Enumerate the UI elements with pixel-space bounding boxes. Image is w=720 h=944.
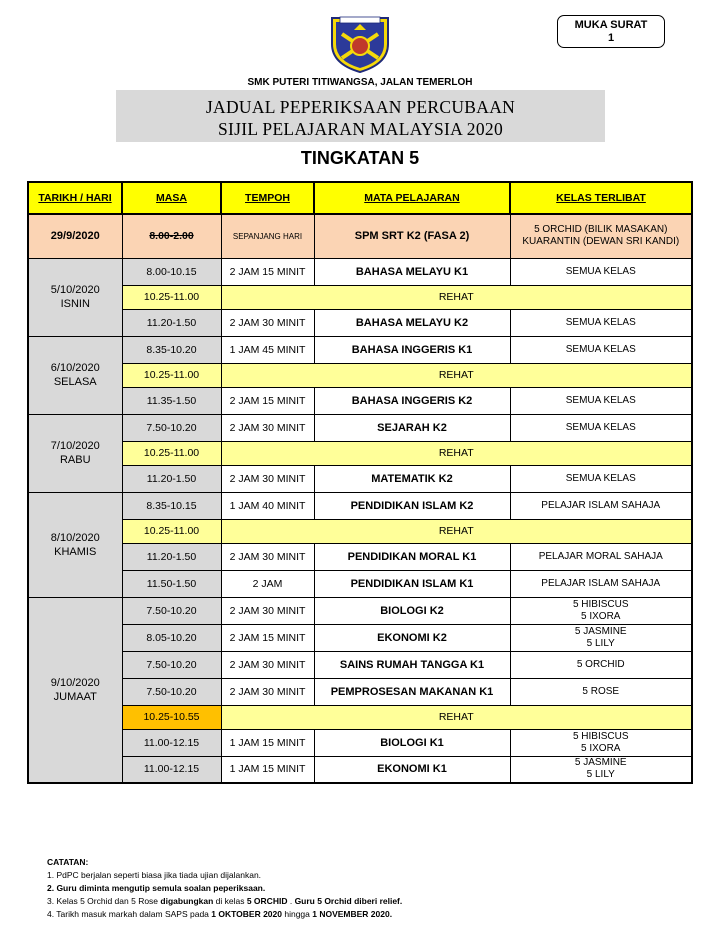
note-item: 2. Guru diminta mengutip semula soalan peperiksaan. (47, 883, 266, 893)
table-row (28, 678, 692, 705)
subject-cell: PENDIDIKAN ISLAM K2 (314, 492, 510, 519)
subject-cell: PENDIDIKAN ISLAM K1 (314, 570, 510, 597)
duration-cell: 1 JAM 45 MINIT (221, 336, 314, 363)
page-badge-number: 1 (607, 32, 615, 44)
classes-cell: SEMUA KELAS (510, 258, 692, 285)
time-cell: 11.50-1.50 (122, 570, 221, 597)
duration-cell: 1 JAM 15 MINIT (221, 756, 314, 783)
time-cell: 11.35-1.50 (122, 387, 221, 414)
table-row (28, 651, 692, 678)
subject-cell: BAHASA MELAYU K1 (314, 258, 510, 285)
classes-cell: 5 ORCHID (BILIK MASAKAN) KUARANTIN (DEWAN SRI KANDI) (510, 214, 692, 258)
table-row (28, 756, 692, 783)
date-cell: 9/10/2020 JUMAAT (28, 597, 122, 783)
rest-row (28, 705, 692, 729)
time-cell: 7.50-10.20 (122, 414, 221, 441)
time-cell: 11.20-1.50 (122, 309, 221, 336)
rest-cell: REHAT (221, 519, 692, 543)
subject-cell: BAHASA MELAYU K2 (314, 309, 510, 336)
table-row (28, 492, 692, 519)
time-cell: 10.25-11.00 (122, 363, 221, 387)
notes-section (47, 856, 402, 921)
rest-row (28, 519, 692, 543)
table-row (28, 309, 692, 336)
time-cell: 10.25-11.00 (122, 441, 221, 465)
table-header-row (28, 182, 692, 214)
classes-cell: SEMUA KELAS (510, 309, 692, 336)
date-cell: 6/10/2020 SELASA (28, 336, 122, 414)
duration-cell: SEPANJANG HARI (221, 214, 314, 258)
duration-cell: 2 JAM 30 MINIT (221, 465, 314, 492)
note-item: 3. Kelas 5 Orchid dan 5 Rose digabungkan di kelas 5 ORCHID . Guru 5 Orchid diberi relief. (47, 896, 403, 906)
form-level-heading: TINGKATAN 5 (300, 148, 420, 168)
rest-cell: REHAT (221, 285, 692, 309)
classes-cell: 5 HIBISCUS 5 IXORA (510, 729, 692, 756)
rest-cell: REHAT (221, 705, 692, 729)
page-number-badge (557, 15, 665, 48)
duration-cell: 2 JAM 30 MINIT (221, 414, 314, 441)
rest-cell: REHAT (221, 441, 692, 465)
rest-row (28, 285, 692, 309)
column-header: MASA (122, 182, 221, 214)
time-cell: 10.25-11.00 (122, 519, 221, 543)
time-cell: 7.50-10.20 (122, 651, 221, 678)
classes-cell: PELAJAR ISLAM SAHAJA (510, 492, 692, 519)
classes-cell: 5 ROSE (510, 678, 692, 705)
time-cell: 7.50-10.20 (122, 597, 221, 624)
duration-cell: 2 JAM 15 MINIT (221, 387, 314, 414)
school-name: SMK PUTERI TITIWANGSA, JALAN TEMERLOH (247, 77, 473, 88)
time-cell: 7.50-10.20 (122, 678, 221, 705)
duration-cell: 2 JAM 30 MINIT (221, 309, 314, 336)
duration-cell: 1 JAM 40 MINIT (221, 492, 314, 519)
table-row (28, 597, 692, 624)
title-line-1: JADUAL PEPERIKSAAN PERCUBAAN (205, 97, 516, 117)
table-row (28, 570, 692, 597)
rest-cell: REHAT (221, 363, 692, 387)
time-cell: 8.35-10.20 (122, 336, 221, 363)
table-row (28, 729, 692, 756)
note-item: 1. PdPC berjalan seperti biasa jika tiada ujian dijalankan. (47, 870, 262, 880)
date-cell: 7/10/2020 RABU (28, 414, 122, 492)
table-row (28, 465, 692, 492)
classes-cell: SEMUA KELAS (510, 387, 692, 414)
page-badge-label: MUKA SURAT (574, 19, 648, 31)
subject-cell: SPM SRT K2 (FASA 2) (314, 214, 510, 258)
subject-cell: BAHASA INGGERIS K1 (314, 336, 510, 363)
classes-cell: SEMUA KELAS (510, 336, 692, 363)
classes-cell: 5 HIBISCUS 5 IXORA (510, 597, 692, 624)
subject-cell: MATEMATIK K2 (314, 465, 510, 492)
time-cell: 8.00-2.00 (122, 214, 221, 258)
document-title (116, 90, 605, 142)
subject-cell: SEJARAH K2 (314, 414, 510, 441)
time-cell: 8.00-10.15 (122, 258, 221, 285)
table-row (28, 543, 692, 570)
duration-cell: 2 JAM 30 MINIT (221, 543, 314, 570)
duration-cell: 2 JAM 30 MINIT (221, 651, 314, 678)
note-item: 4. Tarikh masuk markah dalam SAPS pada 1 OKTOBER 2020 hingga 1 NOVEMBER 2020. (47, 909, 393, 919)
duration-cell: 2 JAM 30 MINIT (221, 597, 314, 624)
time-cell: 11.00-12.15 (122, 729, 221, 756)
classes-cell: 5 JASMINE 5 LILY (510, 624, 692, 651)
duration-cell: 2 JAM 15 MINIT (221, 624, 314, 651)
time-cell: 10.25-10.55 (122, 705, 221, 729)
column-header: KELAS TERLIBAT (510, 182, 692, 214)
rest-row (28, 363, 692, 387)
table-row (28, 214, 692, 258)
subject-cell: EKONOMI K2 (314, 624, 510, 651)
exam-schedule-table (27, 181, 693, 784)
classes-cell: SEMUA KELAS (510, 465, 692, 492)
classes-cell: SEMUA KELAS (510, 414, 692, 441)
classes-cell: 5 JASMINE 5 LILY (510, 756, 692, 783)
date-cell: 5/10/2020 ISNIN (28, 258, 122, 336)
subject-cell: SAINS RUMAH TANGGA K1 (314, 651, 510, 678)
duration-cell: 2 JAM 30 MINIT (221, 678, 314, 705)
subject-cell: BIOLOGI K2 (314, 597, 510, 624)
subject-cell: BIOLOGI K1 (314, 729, 510, 756)
notes-title: CATATAN: (47, 857, 89, 867)
time-cell: 10.25-11.00 (122, 285, 221, 309)
time-cell: 11.20-1.50 (122, 543, 221, 570)
date-cell: 29/9/2020 (28, 214, 122, 258)
classes-cell: PELAJAR ISLAM SAHAJA (510, 570, 692, 597)
classes-cell: 5 ORCHID (510, 651, 692, 678)
subject-cell: BAHASA INGGERIS K2 (314, 387, 510, 414)
column-header: MATA PELAJARAN (314, 182, 510, 214)
table-row (28, 387, 692, 414)
subject-cell: EKONOMI K1 (314, 756, 510, 783)
title-line-2: SIJIL PELAJARAN MALAYSIA 2020 (218, 119, 503, 139)
table-row (28, 624, 692, 651)
column-header: TEMPOH (221, 182, 314, 214)
duration-cell: 1 JAM 15 MINIT (221, 729, 314, 756)
school-crest-logo (326, 14, 394, 74)
table-row (28, 258, 692, 285)
classes-cell: PELAJAR MORAL SAHAJA (510, 543, 692, 570)
date-cell: 8/10/2020 KHAMIS (28, 492, 122, 597)
duration-cell: 2 JAM 15 MINIT (221, 258, 314, 285)
subject-cell: PEMPROSESAN MAKANAN K1 (314, 678, 510, 705)
subject-cell: PENDIDIKAN MORAL K1 (314, 543, 510, 570)
time-cell: 11.00-12.15 (122, 756, 221, 783)
table-row (28, 336, 692, 363)
column-header: TARIKH / HARI (28, 182, 122, 214)
rest-row (28, 441, 692, 465)
time-cell: 8.35-10.15 (122, 492, 221, 519)
table-row (28, 414, 692, 441)
time-cell: 11.20-1.50 (122, 465, 221, 492)
time-cell: 8.05-10.20 (122, 624, 221, 651)
duration-cell: 2 JAM (221, 570, 314, 597)
